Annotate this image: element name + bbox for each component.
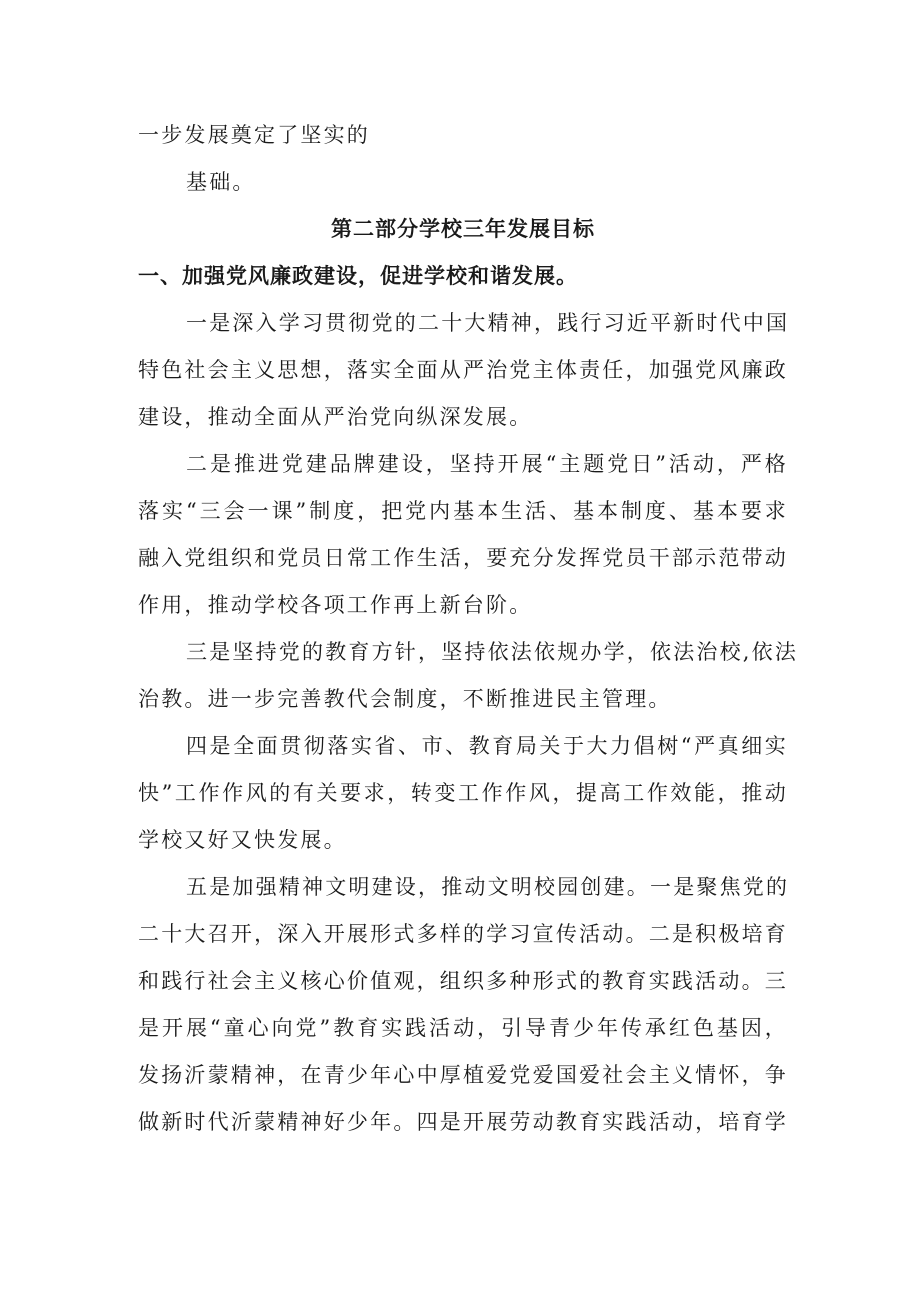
paragraph-line: 学校又好又快发展。 [138,828,347,852]
paragraph-line: 和践行社会主义核心价值观，组织多种形式的教育实践活动。三 [138,969,788,993]
section-heading: 一、加强党风廉政建设，促进学校和谐发展。 [138,264,578,288]
paragraph-line: 五是加强精神文明建设，推动文明校园创建。一是聚焦党的 [186,875,790,899]
paragraph-line: 治教。进一步完善教代会制度，不断推进民主管理。 [138,687,672,711]
paragraph-line: 融入党组织和党员日常工作生活，要充分发挥党员干部示范带动 [138,546,788,570]
paragraph-line: 三是坚持党的教育方针，坚持依法依规办学，依法治校,依法 [186,640,799,664]
paragraph-line: 二是推进党建品牌建设，坚持开展“主题党日”活动，严格 [186,452,788,476]
paragraph-line: 基础。 [186,170,256,194]
paragraph-line: 建设，推动全面从严治党向纵深发展。 [138,405,533,429]
paragraph-line: 特色社会主义思想，落实全面从严治党主体责任，加强党风廉政 [138,358,788,382]
paragraph-line: 落实“三会一课”制度，把党内基本生活、基本制度、基本要求 [138,499,788,523]
paragraph-line: 发扬沂蒙精神，在青少年心中厚植爱党爱国爱社会主义情怀，争 [138,1063,788,1087]
paragraph-line: 作用，推动学校各项工作再上新台阶。 [138,593,533,617]
paragraph-line: 快”工作作风的有关要求，转变工作作风，提高工作效能，推动 [138,781,788,805]
paragraph-line: 是开展“童心向党”教育实践活动，引导青少年传承红色基因， [138,1016,788,1040]
paragraph-line: 一步发展奠定了坚实的 [138,123,370,147]
paragraph-line: 做新时代沂蒙精神好少年。四是开展劳动教育实践活动，培育学 [138,1110,788,1134]
paragraph-line: 一是深入学习贯彻党的二十大精神，践行习近平新时代中国 [186,311,790,335]
section-title: 第二部分学校三年发展目标 [331,217,595,241]
paragraph-line: 二十大召开，深入开展形式多样的学习宣传活动。二是积极培育 [138,922,788,946]
paragraph-line: 四是全面贯彻落实省、市、教育局关于大力倡树“严真细实 [186,734,788,758]
document-page [138,112,799,1146]
